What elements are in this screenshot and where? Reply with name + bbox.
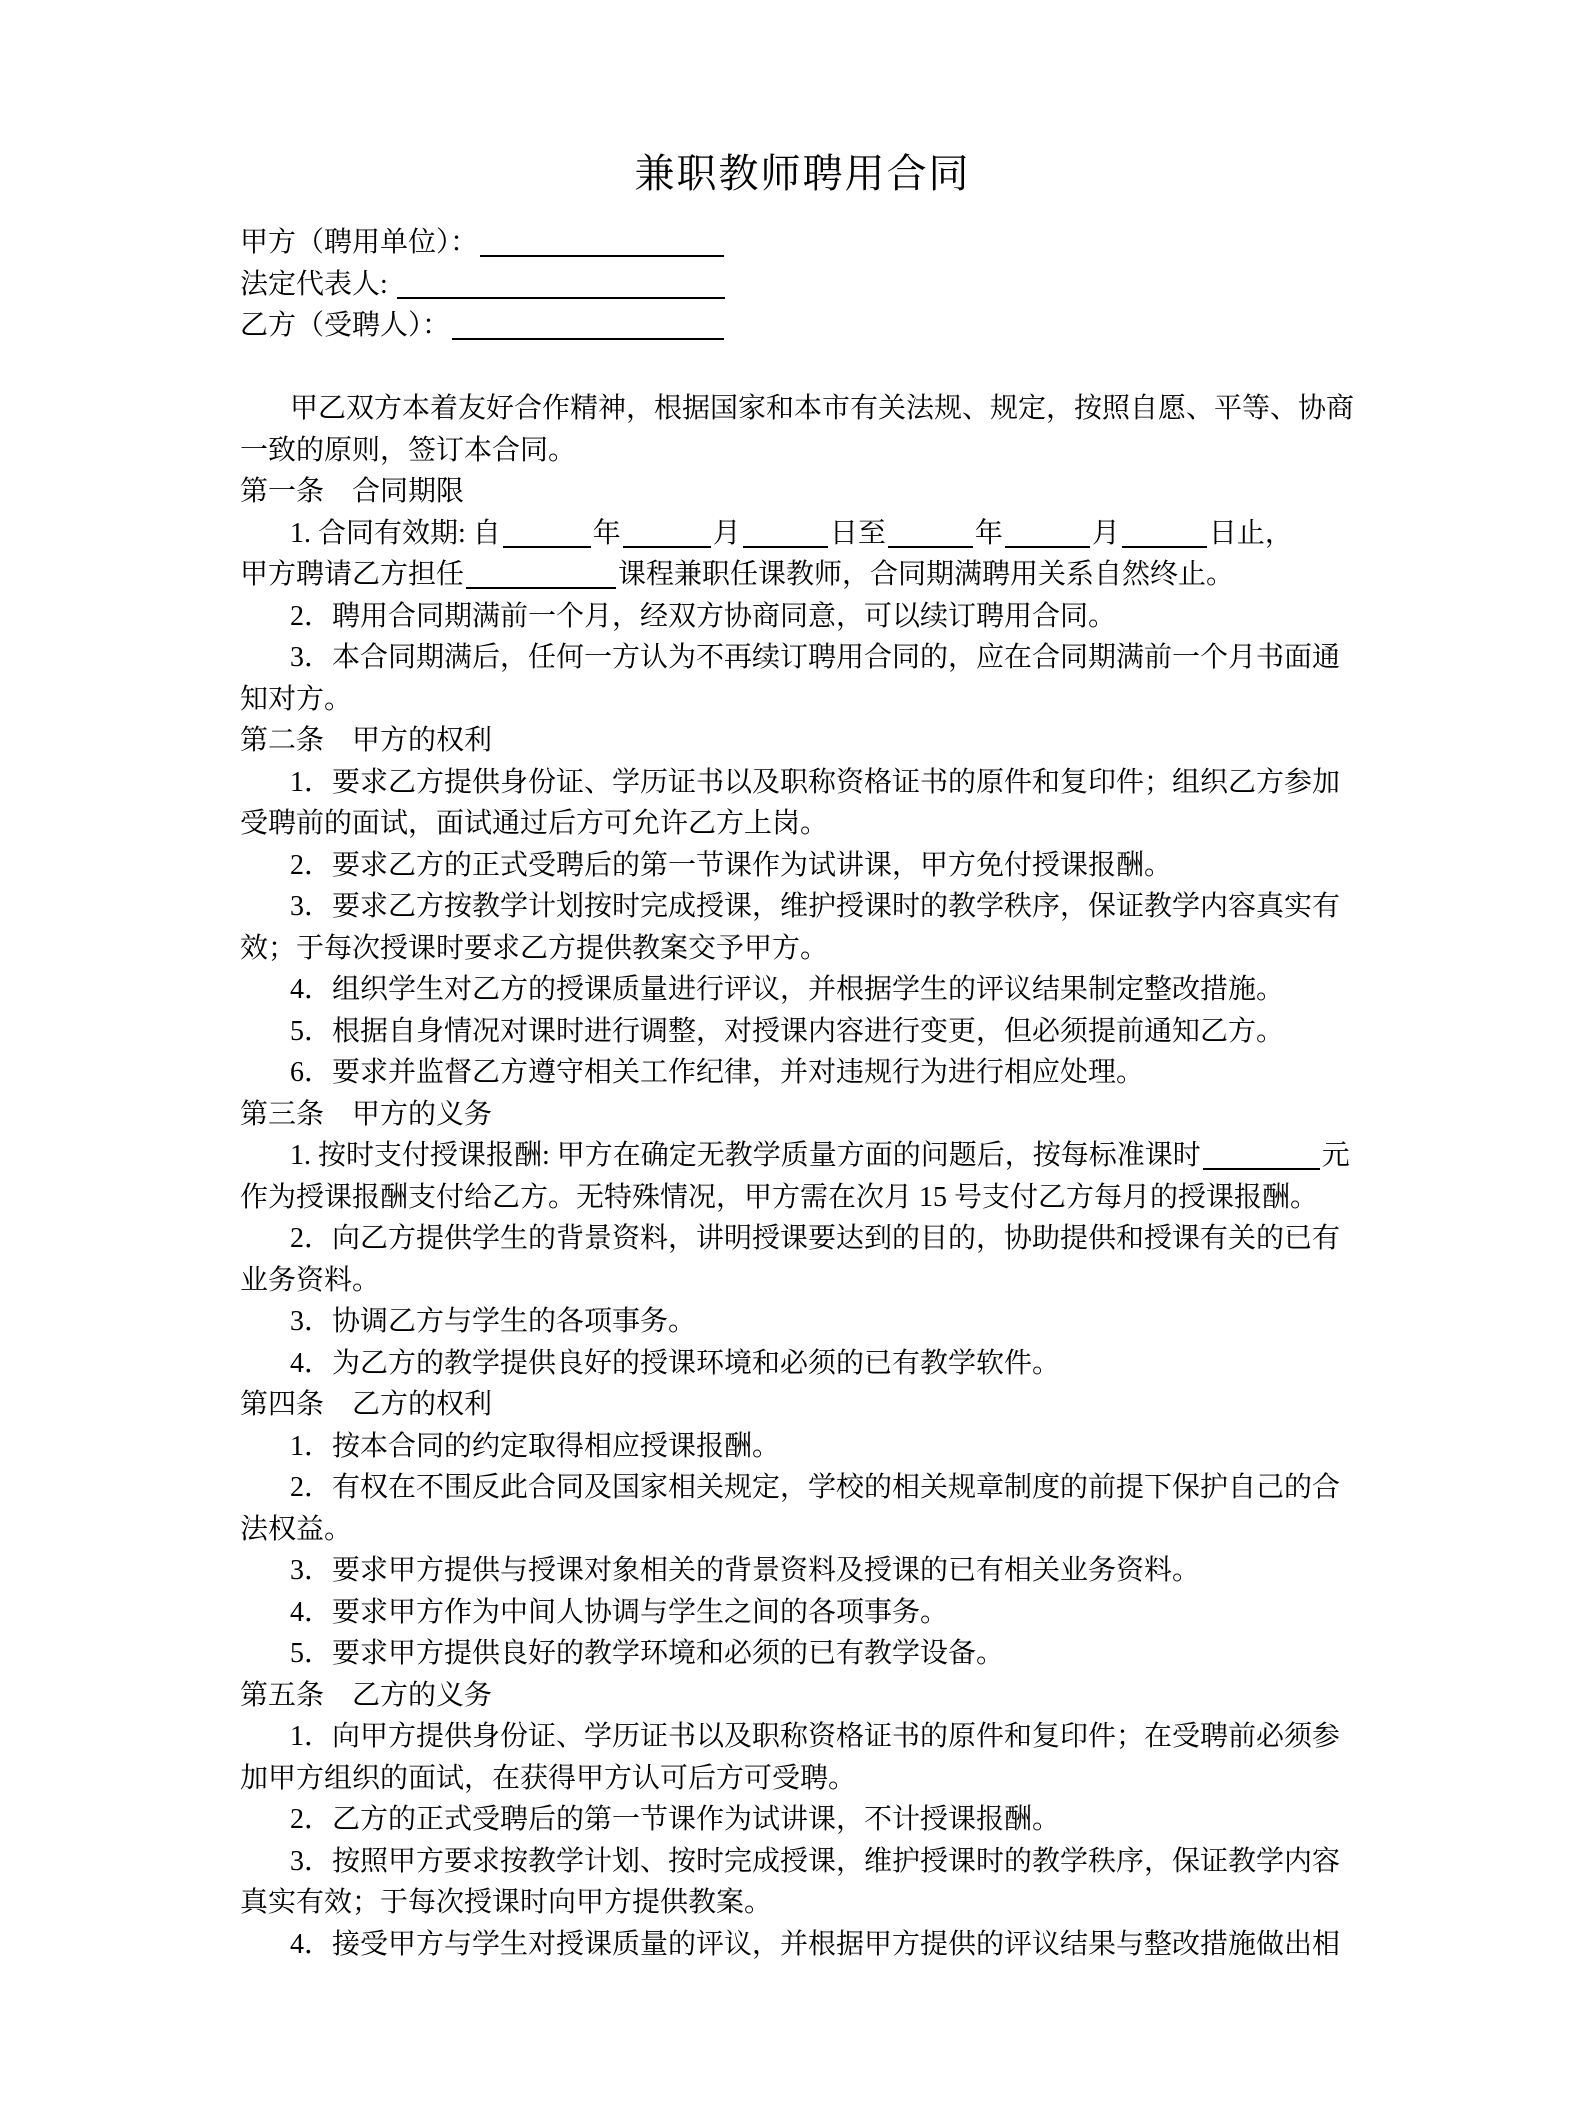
text-segment: 4．接受甲方与学生对授课质量的评议，并根据甲方提供的评议结果与整改措施做出相 (290, 1928, 1341, 1960)
document-line (240, 1260, 1365, 1302)
section-heading (240, 1675, 1365, 1717)
fill-in-blank (1203, 1142, 1320, 1170)
document-line (240, 554, 1365, 596)
text-segment: 4．组织学生对乙方的授课质量进行评议，并根据学生的评议结果制定整改措施。 (290, 974, 1285, 1005)
document-line (240, 803, 1365, 845)
party-info-block (240, 222, 1365, 347)
text-segment: 第五条 乙方的义务 (240, 1679, 493, 1711)
text-segment: 年 (592, 517, 621, 549)
text-segment: 月 (712, 517, 741, 549)
text-segment: 第二条 甲方的权利 (240, 725, 493, 756)
document-line (240, 1052, 1365, 1094)
section-heading (240, 1094, 1365, 1136)
document-line (240, 1716, 1365, 1758)
section-heading (240, 720, 1365, 762)
document-line (240, 1301, 1365, 1343)
text-segment: 3．要求乙方按教学计划按时完成授课，维护授课时的教学秩序，保证教学内容真实有 (290, 891, 1341, 922)
contract-body (240, 388, 1365, 1965)
document-line (240, 845, 1365, 887)
text-segment: 受聘前的面试，面试通过后方可允许乙方上岗。 (240, 808, 829, 839)
text-segment: 2．向乙方提供学生的背景资料，讲明授课要达到的目的，协助提供和授课有关的已有 (290, 1223, 1341, 1254)
party-label: 法定代表人: (240, 268, 395, 300)
text-segment: 4．要求甲方作为中间人协调与学生之间的各项事务。 (290, 1596, 949, 1628)
text-segment: 甲乙双方本着友好合作精神，根据国家和本市有关法规、规定，按照自愿、平等、协商 (290, 393, 1355, 424)
document-line (240, 1758, 1365, 1800)
text-segment: 2．聘用合同期满前一个月，经双方协商同意，可以续订聘用合同。 (290, 600, 1117, 632)
text-segment: 知对方。 (240, 683, 353, 715)
text-segment: 课程兼职任课教师，合同期满聘用关系自然终止。 (618, 559, 1235, 590)
party-label: 乙方（受聘人）： (240, 310, 451, 341)
document-line (240, 969, 1365, 1011)
document-line (240, 1135, 1365, 1177)
text-segment: 年 (974, 517, 1003, 549)
section-heading (240, 1384, 1365, 1426)
text-segment: 4．为乙方的教学提供良好的授课环境和必须的已有教学软件。 (290, 1347, 1061, 1379)
text-segment: 一致的原则，签订本合同。 (240, 434, 577, 466)
document-line (240, 679, 1365, 721)
document-line (240, 1426, 1365, 1468)
text-segment: 元 (1321, 1140, 1350, 1171)
document-line (240, 1633, 1365, 1675)
text-segment: 2．乙方的正式受聘后的第一节课作为试讲课，不计授课报酬。 (290, 1804, 1061, 1835)
party-line (240, 305, 1365, 347)
fill-in-blank (452, 312, 724, 340)
text-segment: 第一条 合同期限 (240, 476, 465, 507)
text-segment: 业务资料。 (240, 1264, 381, 1296)
text-segment: 加甲方组织的面试，在获得甲方认可后方可受聘。 (240, 1762, 857, 1794)
text-segment: 1．要求乙方提供身份证、学历证书以及职称资格证书的原件和复印件；组织乙方参加 (290, 766, 1341, 798)
document-line (240, 1509, 1365, 1551)
document-line (240, 1799, 1365, 1841)
text-segment: 1. 按时支付授课报酬: 甲方在确定无教学质量方面的问题后，按每标准课时 (290, 1140, 1201, 1171)
party-line (240, 222, 1365, 264)
document-line (240, 1177, 1365, 1219)
text-segment: 2．要求乙方的正式受聘后的第一节课作为试讲课，甲方免付授课报酬。 (290, 849, 1173, 881)
text-segment: 日至 (829, 517, 886, 549)
text-segment: 真实有效；于每次授课时向甲方提供教案。 (240, 1887, 773, 1918)
text-segment: 月 (1091, 517, 1120, 549)
document-line (240, 1924, 1365, 1966)
text-segment: 5．根据自身情况对课时进行调整，对授课内容进行变更，但必须提前通知乙方。 (290, 1015, 1285, 1047)
text-segment: 第三条 甲方的义务 (240, 1098, 493, 1130)
section-heading (240, 471, 1365, 513)
fill-in-blank (397, 271, 725, 299)
document-line (240, 1218, 1365, 1260)
document-line (240, 1592, 1365, 1634)
fill-in-blank (1122, 520, 1207, 548)
fill-in-blank (1005, 520, 1090, 548)
fill-in-blank (888, 520, 973, 548)
document-line (240, 928, 1365, 970)
text-segment: 第四条 乙方的权利 (240, 1389, 493, 1420)
document-line (240, 1467, 1365, 1509)
party-line (240, 264, 1365, 306)
text-segment: 2．有权在不围反此合同及国家相关规定，学校的相关规章制度的前提下保护自己的合 (290, 1472, 1341, 1503)
fill-in-blank (623, 520, 711, 548)
document-line (240, 762, 1365, 804)
document-line (240, 1882, 1365, 1924)
text-segment: 1. 合同有效期: 自 (290, 517, 501, 549)
text-segment: 3．本合同期满后，任何一方认为不再续订聘用合同的，应在合同期满前一个月书面通 (290, 642, 1341, 673)
text-segment: 3．协调乙方与学生的各项事务。 (290, 1306, 697, 1337)
text-segment: 3．要求甲方提供与授课对象相关的背景资料及授课的已有相关业务资料。 (290, 1555, 1201, 1586)
fill-in-blank (743, 520, 828, 548)
party-label: 甲方（聘用单位）： (240, 227, 479, 258)
document-line (240, 430, 1365, 472)
text-segment: 效；于每次授课时要求乙方提供教案交予甲方。 (240, 932, 829, 964)
document-line (240, 637, 1365, 679)
document-title: 兼职教师聘用合同 (634, 151, 971, 196)
text-segment: 3．按照甲方要求按教学计划、按时完成授课，维护授课时的教学秩序，保证教学内容 (290, 1845, 1341, 1877)
text-segment: 日止， (1208, 517, 1293, 549)
text-segment: 法权益。 (240, 1513, 353, 1545)
document-line (240, 596, 1365, 638)
document-line (240, 1550, 1365, 1592)
text-segment: 6．要求并监督乙方遵守相关工作纪律，并对违规行为进行相应处理。 (290, 1057, 1145, 1088)
text-segment: 5．要求甲方提供良好的教学环境和必须的已有教学设备。 (290, 1638, 1005, 1669)
document-content (240, 0, 1365, 1965)
document-line (240, 1011, 1365, 1053)
fill-in-blank (480, 229, 724, 257)
text-segment: 甲方聘请乙方担任 (240, 559, 465, 590)
fill-in-blank (503, 520, 591, 548)
document-line (240, 388, 1365, 430)
text-segment: 1．按本合同的约定取得相应授课报酬。 (290, 1430, 781, 1462)
document-line (240, 1841, 1365, 1883)
text-segment: 作为授课报酬支付给乙方。无特殊情况，甲方需在次月 15 号支付乙方每月的授课报酬。 (240, 1181, 1319, 1213)
document-line (240, 1343, 1365, 1385)
fill-in-blank (466, 561, 616, 589)
document-line (240, 513, 1365, 555)
document-line (240, 886, 1365, 928)
text-segment: 1．向甲方提供身份证、学历证书以及职称资格证书的原件和复印件；在受聘前必须参 (290, 1721, 1341, 1752)
